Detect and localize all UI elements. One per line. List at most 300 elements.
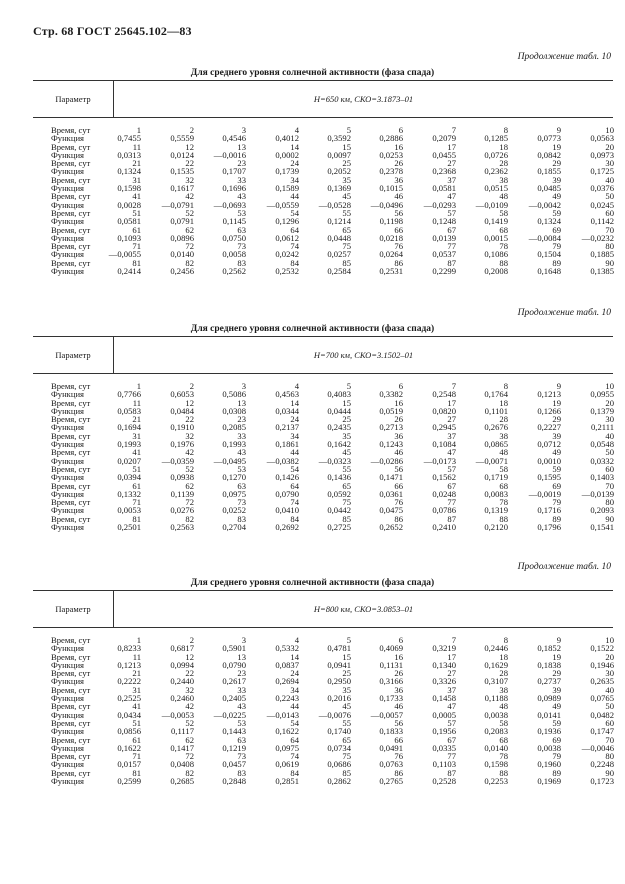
table-cell: 53 xyxy=(237,717,246,728)
table-cell: 0,2446 xyxy=(484,643,508,654)
table-cell: 0,2765 xyxy=(379,776,403,787)
row-label: Время, сут xyxy=(51,241,91,252)
row-label: Время, сут xyxy=(51,125,91,135)
table-cell: 0,4546 xyxy=(222,133,246,144)
table-cell: 84 xyxy=(290,513,299,524)
table-cell: 5 xyxy=(346,635,351,645)
table-cell: 0,1595 xyxy=(537,472,561,483)
table-cell: 36 xyxy=(394,174,403,185)
table-cell: 90 xyxy=(605,257,614,268)
altitude-sko-header: H=650 км, СКО=3.1873–01 xyxy=(313,94,414,104)
table-cell: 0,1086 xyxy=(484,249,508,260)
table-cell: 0,1852 xyxy=(537,643,561,654)
table-body xyxy=(33,636,613,785)
table-cell: 0,1426 xyxy=(275,472,299,483)
table-cell: 73 xyxy=(237,497,246,508)
table-cell: 0,2635 xyxy=(590,676,614,687)
table-header xyxy=(33,80,613,118)
table-cell: 16 xyxy=(394,141,403,152)
table-cell: 31 xyxy=(132,430,141,441)
table-cell: 83 xyxy=(237,767,246,778)
table-cell: —0,0139 xyxy=(581,488,614,499)
table-cell: —0,0173 xyxy=(423,455,456,466)
table-cell: 51 xyxy=(132,207,141,218)
table-cell: 79 xyxy=(552,497,561,508)
table-cell: 2 xyxy=(189,635,194,645)
row-label: Функция xyxy=(51,693,85,704)
table-cell: 0,0765 xyxy=(590,693,614,704)
table-header xyxy=(33,590,613,628)
table-cell: 86 xyxy=(394,767,403,778)
table-cell: 0,0896 xyxy=(170,232,194,243)
table-cell: 68 xyxy=(499,224,508,235)
table-cell: 85 xyxy=(342,513,351,524)
table-cell: 0,2584 xyxy=(327,266,351,277)
table-cell: 0,2886 xyxy=(379,133,403,144)
table-cell: 22 xyxy=(185,158,194,169)
table-cell: 61 xyxy=(132,480,141,491)
table-cell: 53 xyxy=(237,207,246,218)
table-cell: 0,2692 xyxy=(275,522,299,533)
table-cell: 0,2563 xyxy=(170,522,194,533)
table-cell: 15 xyxy=(342,141,351,152)
altitude-sko-header: H=700 км, СКО=3.1502–01 xyxy=(313,350,414,360)
row-label: Время, сут xyxy=(51,257,91,268)
table-cell: 0,1764 xyxy=(484,389,508,400)
table-cell: 0,0038 xyxy=(484,709,508,720)
table-cell: 0,2414 xyxy=(117,266,141,277)
table-cell: 0,2945 xyxy=(432,422,456,433)
table-cell: 0,1622 xyxy=(117,742,141,753)
table-cell: 0,1740 xyxy=(327,726,351,737)
table-cell: 33 xyxy=(237,684,246,695)
table-cell: 25 xyxy=(342,158,351,169)
table-cell: 0,1504 xyxy=(537,249,561,260)
table-cell: 0,1214 xyxy=(327,216,351,227)
table-cell: 0,2704 xyxy=(222,522,246,533)
table-cell: 45 xyxy=(342,701,351,712)
table-cell: 22 xyxy=(185,414,194,425)
table-cell: 58 xyxy=(499,717,508,728)
table-cell: —0,0042 xyxy=(528,199,561,210)
table-cell: 22 xyxy=(185,668,194,679)
table-cell: 71 xyxy=(132,751,141,762)
row-label: Время, сут xyxy=(51,684,91,695)
table-cell: 78 xyxy=(499,751,508,762)
table-cell: 67 xyxy=(447,734,456,745)
table-cell: 70 xyxy=(605,734,614,745)
table-cell: 0,2120 xyxy=(484,522,508,533)
table-cell: 0,2685 xyxy=(170,776,194,787)
table-cell: 35 xyxy=(342,430,351,441)
table-cell: 90 xyxy=(605,513,614,524)
table-cell: 0,2528 xyxy=(432,776,456,787)
table-cell: 0,1589 xyxy=(275,183,299,194)
table-cell: 0,0457 xyxy=(222,759,246,770)
table-cell: 0,1648 xyxy=(537,266,561,277)
page-header xyxy=(33,24,192,39)
table-cell: 0,0361 xyxy=(379,488,403,499)
table-cell: 0,0712 xyxy=(537,439,561,450)
table-cell: 42 xyxy=(185,701,194,712)
table-cell: 0,2079 xyxy=(432,133,456,144)
table-cell: 34 xyxy=(290,684,299,695)
table-cell: 0,1719 xyxy=(484,472,508,483)
table-cell: 59 xyxy=(552,207,561,218)
table-cell: 66 xyxy=(394,224,403,235)
table-cell: 14 xyxy=(290,397,299,408)
table-cell: 0,2725 xyxy=(327,522,351,533)
table-cell: 79 xyxy=(552,241,561,252)
table-cell: 19 xyxy=(552,651,561,662)
table-cell: 0,1617 xyxy=(170,183,194,194)
row-label: Функция xyxy=(51,389,85,400)
table-cell: 0,0763 xyxy=(379,759,403,770)
table-cell: —0,0143 xyxy=(266,709,299,720)
table-cell: 0,0015 xyxy=(484,232,508,243)
table-cell: 39 xyxy=(552,684,561,695)
table-cell: 0,2599 xyxy=(117,776,141,787)
table-cell: 0,1219 xyxy=(222,742,246,753)
table-cell: 38 xyxy=(499,684,508,695)
row-label: Время, сут xyxy=(51,480,91,491)
table-cell: 51 xyxy=(132,463,141,474)
table-cell: 0,2525 xyxy=(117,693,141,704)
function-row xyxy=(33,423,613,431)
table-cell: 5 xyxy=(346,381,351,391)
row-label: Время, сут xyxy=(51,635,91,645)
table-cell: 32 xyxy=(185,684,194,695)
table-cell: 23 xyxy=(237,158,246,169)
table-cell: 48 xyxy=(499,447,508,458)
table-cell: 0,0515 xyxy=(484,183,508,194)
table-cell: —0,0495 xyxy=(213,455,246,466)
table-cell: —0,0693 xyxy=(213,199,246,210)
table-cell: 16 xyxy=(394,651,403,662)
table-cell: 12 xyxy=(185,651,194,662)
table-cell: 0,0519 xyxy=(379,405,403,416)
table-cell: 26 xyxy=(394,158,403,169)
table-cell: 38 xyxy=(499,430,508,441)
function-row xyxy=(33,523,613,531)
table-cell: 0,2243 xyxy=(275,693,299,704)
table-cell: 52 xyxy=(185,207,194,218)
table-cell: 33 xyxy=(237,430,246,441)
table-cell: 0,1093 xyxy=(117,232,141,243)
table-cell: 0,2694 xyxy=(275,676,299,687)
row-label: Функция xyxy=(51,183,85,194)
table-cell: 0,0207 xyxy=(117,455,141,466)
table-cell: 0,3382 xyxy=(379,389,403,400)
table-cell: 0,1622 xyxy=(275,726,299,737)
param-header-cell: Параметр xyxy=(33,81,114,117)
function-row xyxy=(33,407,613,415)
param-header-cell: Параметр xyxy=(33,337,114,373)
table-cell: 0,0124 xyxy=(170,149,194,160)
table-cell: 0,1117 xyxy=(171,726,194,737)
table-cell: 19 xyxy=(552,397,561,408)
row-label: Функция xyxy=(51,166,85,177)
continuation-note: Продолжение табл. 10 xyxy=(517,52,611,62)
table-cell: 0,1707 xyxy=(222,166,246,177)
table-cell: 82 xyxy=(185,257,194,268)
table-cell: 79 xyxy=(552,751,561,762)
function-row xyxy=(33,727,613,735)
table-cell: 0,1198 xyxy=(379,216,403,227)
table-cell: 7 xyxy=(451,635,456,645)
table-cell: 0,1324 xyxy=(117,166,141,177)
table-cell: 60 xyxy=(605,207,614,218)
table-cell: 0,0376 xyxy=(590,183,614,194)
function-row xyxy=(33,677,613,685)
table-cell: 0,0248 xyxy=(432,488,456,499)
table-cell: 0,0592 xyxy=(327,488,351,499)
table-cell: 85 xyxy=(342,767,351,778)
table-cell: —0,0293 xyxy=(423,199,456,210)
table-cell: 24 xyxy=(290,158,299,169)
table-cell: 13 xyxy=(237,141,246,152)
param-header-cell: Параметр xyxy=(33,591,114,627)
table-cell: 0,0548 xyxy=(590,439,614,450)
table-cell: 0,2008 xyxy=(484,266,508,277)
table-cell: 0,0264 xyxy=(379,249,403,260)
table-cell: 74 xyxy=(290,241,299,252)
table-cell: 63 xyxy=(237,734,246,745)
table-cell: 0,2562 xyxy=(222,266,246,277)
table-cell: 20 xyxy=(605,141,614,152)
table-cell: 0,2227 xyxy=(537,422,561,433)
table-cell: 0,4781 xyxy=(327,643,351,654)
table-cell: 0,1213 xyxy=(537,389,561,400)
table-cell: 0,4083 xyxy=(327,389,351,400)
table-cell: 0,0773 xyxy=(537,133,561,144)
row-label: Время, сут xyxy=(51,381,91,391)
table-cell: 17 xyxy=(447,651,456,662)
table-cell: 0,1139 xyxy=(170,488,194,499)
table-header xyxy=(33,336,613,374)
table-cell: 0,2713 xyxy=(379,422,403,433)
table-cell: 8 xyxy=(503,125,508,135)
table-cell: 0,0820 xyxy=(432,405,456,416)
row-label: Функция xyxy=(51,405,85,416)
row-label: Функция xyxy=(51,659,85,670)
table-cell: 0,0448 xyxy=(327,232,351,243)
table-cell: 62 xyxy=(185,480,194,491)
table-cell: 0,1015 xyxy=(379,183,403,194)
table-cell: 0,0408 xyxy=(170,759,194,770)
row-label: Время, сут xyxy=(51,430,91,441)
row-label: Функция xyxy=(51,776,85,787)
function-row xyxy=(33,490,613,498)
table-cell: 39 xyxy=(552,430,561,441)
table-cell: 0,1694 xyxy=(117,422,141,433)
table-cell: 7 xyxy=(451,381,456,391)
table-cell: 0,0865 xyxy=(484,439,508,450)
table-cell: 8 xyxy=(503,381,508,391)
table-cell: 0,0941 xyxy=(327,659,351,670)
row-label: Время, сут xyxy=(51,414,91,425)
table-cell: 0,1535 xyxy=(170,166,194,177)
table-cell: 0,2456 xyxy=(170,266,194,277)
table-cell: 72 xyxy=(185,751,194,762)
table-cell: 0,2248 xyxy=(590,759,614,770)
table-cell: 89 xyxy=(552,513,561,524)
table-cell: 0,2617 xyxy=(222,676,246,687)
table-cell: 0,1910 xyxy=(170,422,194,433)
table-cell: 25 xyxy=(342,414,351,425)
table-cell: 35 xyxy=(342,174,351,185)
function-row xyxy=(33,201,613,209)
table-cell: 0,2093 xyxy=(590,505,614,516)
table-cell: 0,0252 xyxy=(222,505,246,516)
table-cell: 61 xyxy=(132,734,141,745)
table-cell: 64 xyxy=(290,734,299,745)
table-cell: 18 xyxy=(499,651,508,662)
table-cell: 0,1716 xyxy=(537,505,561,516)
function-row xyxy=(33,777,613,785)
table-cell: 0,1838 xyxy=(537,659,561,670)
table-cell: 81 xyxy=(132,767,141,778)
row-label: Время, сут xyxy=(51,174,91,185)
table-cell: 0,0394 xyxy=(117,472,141,483)
table-cell: 76 xyxy=(394,241,403,252)
table-cell: 0,0257 xyxy=(327,249,351,260)
row-label: Функция xyxy=(51,422,85,433)
table-cell: 0,2460 xyxy=(170,693,194,704)
page-number: 68 xyxy=(61,24,74,38)
table-cell: 60 xyxy=(605,717,614,728)
table-cell: 29 xyxy=(552,668,561,679)
row-label: Функция xyxy=(51,133,85,144)
table-cell: 35 xyxy=(342,684,351,695)
table-cell: 70 xyxy=(605,480,614,491)
table-cell: 0,2851 xyxy=(275,776,299,787)
table-cell: —0,0053 xyxy=(161,709,194,720)
function-row xyxy=(33,151,613,159)
table-cell: 72 xyxy=(185,497,194,508)
row-label: Функция xyxy=(51,676,85,687)
table-cell: 30 xyxy=(605,158,614,169)
table-cell: 0,1562 xyxy=(432,472,456,483)
table-cell: 32 xyxy=(185,430,194,441)
row-label: Функция xyxy=(51,759,85,770)
table-cell: 0,1188 xyxy=(484,693,508,704)
table-cell: 0,5332 xyxy=(275,643,299,654)
table-cell: 81 xyxy=(132,513,141,524)
table-cell: 0,1855 xyxy=(537,166,561,177)
table-cell: 62 xyxy=(185,224,194,235)
row-label: Функция xyxy=(51,472,85,483)
table-cell: 0,2222 xyxy=(117,676,141,687)
table-cell: 44 xyxy=(290,191,299,202)
table-cell: 24 xyxy=(290,414,299,425)
table-cell: 68 xyxy=(499,734,508,745)
table-cell: 43 xyxy=(237,447,246,458)
table-cell: 78 xyxy=(499,497,508,508)
function-row xyxy=(33,506,613,514)
table-cell: 0,6053 xyxy=(170,389,194,400)
table-cell: 28 xyxy=(499,668,508,679)
table-cell: 0,0444 xyxy=(327,405,351,416)
row-label: Время, сут xyxy=(51,767,91,778)
function-row xyxy=(33,184,613,192)
table-cell: 0,1270 xyxy=(222,472,246,483)
function-row xyxy=(33,234,613,242)
table-cell: —0,0071 xyxy=(475,455,508,466)
table-cell: 80 xyxy=(605,241,614,252)
table-cell: 83 xyxy=(237,513,246,524)
table-cell: 41 xyxy=(132,701,141,712)
table-cell: 0,2299 xyxy=(432,266,456,277)
table-cell: 67 xyxy=(447,480,456,491)
table-cell: 50 xyxy=(605,447,614,458)
table-cell: 89 xyxy=(552,767,561,778)
table-cell: 71 xyxy=(132,497,141,508)
table-cell: 84 xyxy=(290,767,299,778)
row-label: Время, сут xyxy=(51,651,91,662)
table-cell: 53 xyxy=(237,463,246,474)
function-row xyxy=(33,250,613,258)
table-cell: —0,0791 xyxy=(161,199,194,210)
table-cell: 50 xyxy=(605,191,614,202)
table-cell: 63 xyxy=(237,480,246,491)
table-cell: 0,0140 xyxy=(170,249,194,260)
table-cell: 0,0750 xyxy=(222,232,246,243)
table-cell: 17 xyxy=(447,397,456,408)
table-cell: 0,0837 xyxy=(275,659,299,670)
table-cell: 0,1285 xyxy=(484,133,508,144)
table-cell: 0,0139 xyxy=(432,232,456,243)
table-cell: 12 xyxy=(185,141,194,152)
table-cell: 54 xyxy=(290,463,299,474)
row-label: Функция xyxy=(51,522,85,533)
table-cell: 0,2253 xyxy=(484,776,508,787)
row-label: Время, сут xyxy=(51,191,91,202)
table-cell: 89 xyxy=(552,257,561,268)
table-cell: 0,1443 xyxy=(222,726,246,737)
table-cell: 0,0485 xyxy=(537,183,561,194)
table-cell: 0,1296 xyxy=(275,216,299,227)
row-label: Время, сут xyxy=(51,497,91,508)
table-cell: 85 xyxy=(342,257,351,268)
table-cell: 1 xyxy=(136,125,141,135)
table-cell: 0,0686 xyxy=(327,759,351,770)
table-cell: 56 xyxy=(394,717,403,728)
table-cell: 75 xyxy=(342,497,351,508)
table-cell: 9 xyxy=(556,635,561,645)
table-cell: 0,1747 xyxy=(590,726,614,737)
row-label: Время, сут xyxy=(51,158,91,169)
table-cell: 0,1993 xyxy=(117,439,141,450)
table-title: Для среднего уровня солнечной активности (фаза спада) xyxy=(190,324,435,334)
table-cell: 0,1861 xyxy=(275,439,299,450)
table-cell: 78 xyxy=(499,241,508,252)
table-cell: 60 xyxy=(605,463,614,474)
table-cell: 0,0734 xyxy=(327,742,351,753)
table-cell: 25 xyxy=(342,668,351,679)
table-cell: 0,2137 xyxy=(275,422,299,433)
table-cell: 27 xyxy=(447,158,456,169)
table-cell: 0,2676 xyxy=(484,422,508,433)
row-label: Функция xyxy=(51,455,85,466)
table-cell: 0,1723 xyxy=(590,776,614,787)
table-cell: 46 xyxy=(394,191,403,202)
table-cell: —0,0055 xyxy=(108,249,141,260)
table-cell: 0,0002 xyxy=(275,149,299,160)
table-cell: 0,0563 xyxy=(590,133,614,144)
row-label: Функция xyxy=(51,742,85,753)
table-cell: 0,1417 xyxy=(170,742,194,753)
